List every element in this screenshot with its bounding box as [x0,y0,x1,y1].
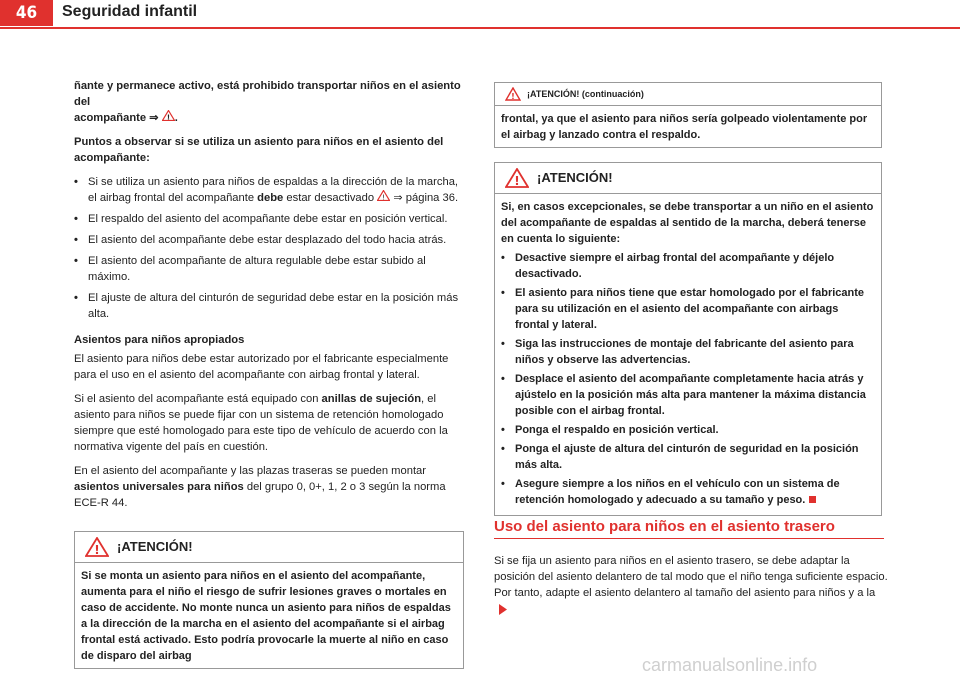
warning-continuation-box [494,82,882,148]
section-rule [494,538,884,539]
warning-box [74,531,464,669]
list-item: • Ponga el ajuste de altura del cinturón de seguridad en la posición más alta. [501,443,859,471]
warning-triangle-icon [505,168,529,188]
list-item: • El asiento del acompañante de altura regulable debe estar subido al máximo. [74,255,426,283]
list-item: • Si se utiliza un asiento para niños de espaldas a la dirección de la marcha, el airbag frontal del acompañante debe estar desactivado ! ⇒ página 36. [74,176,459,204]
list-item: • El respaldo del asiento del acompañante debe estar en posición vertical. [74,213,448,225]
list-item: • El ajuste de altura del cinturón de seguridad debe estar en la posición más alta. [74,292,459,320]
paragraph: El asiento para niños debe estar autorizado por el fabricante especialmente para el uso en el asiento del acompañante con airbag frontal y lateral. [74,353,449,381]
section-paragraph: Si se fija un asiento para niños en el asiento trasero, se debe adaptar la posición del asiento delantero de tal modo que el niño tenga suficiente espacio. Por tanto, adapte el asiento delantero al tamaño del asiento para niños y a la [494,553,889,617]
svg-text:!: ! [166,113,170,121]
seats-heading: Asientos para niños apropiados [74,334,245,346]
warning-text: frontal, ya que el asiento para niños sería golpeado violentamente por el airbag y lanzado contra el respaldo. [501,113,868,141]
warning-title: ¡ATENCIÓN! (continuación) [527,89,644,99]
intro-paragraph: ñante y permanece activo, está prohibido transportar niños en el asiento del acompañante ⇒ ! . [74,80,461,124]
points-heading: Puntos a observar si se utiliza un asiento para niños en el asiento del acompañante: [74,136,444,164]
chapter-title: Seguridad infantil [62,3,198,20]
header-rule [0,27,960,29]
warning-triangle-icon [85,537,109,557]
list-item: • Desplace el asiento del acompañante completamente hacia atrás y ajústelo en la posición más alta para mantener la máxima distancia posible con el airbag frontal. [501,373,866,417]
warning-title: ¡ATENCIÓN! [537,170,613,185]
page-number: 46 [0,0,53,26]
left-column [74,78,464,681]
warning-triangle-icon [377,190,390,201]
warning-header [495,83,881,106]
warning-triangle-icon [505,87,521,101]
warning-intro: Si, en casos excepcionales, se debe transportar a un niño en el asiento del acompañante de espaldas al sentido de la marcha, deberá tenerse en cuenta lo siguiente: [501,201,874,245]
end-of-section-mark [809,496,816,503]
svg-text:!: ! [94,543,100,557]
list-item: • El asiento para niños tiene que estar homologado por el fabricante para su utilización en el asiento del acompañante con airbags frontal y lateral. [501,287,865,331]
warning-box [494,162,882,516]
warning-header [75,532,463,563]
paragraph: Si el asiento del acompañante está equipado con anillas de sujeción, el asiento para niños se puede fijar con un sistema de retención homologado siempre que esté homologado para este tipo de vehículo de acuerdo con la normativa vigente del país en cuestión. [74,393,448,453]
warning-text: Si se monta un asiento para niños en el asiento del acompañante, aumenta para el niño el riesgo de sufrir lesiones graves o mortales en caso de accidente. No monte nunca un asiento para niños de espaldas a la dirección de la marcha en el asiento del acompañante si el airbag frontal está activado. Esto podría provocarle la muerte al niño en caso de disparo del airbag [81,570,451,662]
watermark: carmanualsonline.info [642,655,818,675]
warning-body [495,194,881,515]
page-header [0,0,960,30]
warning-header [495,163,881,194]
list-item: • Siga las instrucciones de montaje del fabricante del asiento para niños y observe las advertencias. [501,338,854,366]
section-title: Uso del asiento para niños en el asiento trasero [494,518,835,535]
list-item: • Ponga el respaldo en posición vertical. [501,424,719,436]
page-reference-link[interactable]: ⇒ página 36. [393,192,459,204]
continue-arrow-icon[interactable] [498,604,508,615]
svg-text:!: ! [511,92,515,101]
list-item: • Asegure siempre a los niños en el vehículo con un sistema de retención homologado y adecuado a su tamaño y peso. [501,478,840,506]
paragraph: En el asiento del acompañante y las plazas traseras se pueden montar asientos universales para niños del grupo 0, 0+, 1, 2 o 3 según la norma ECE-R 44. [74,465,446,509]
right-column [494,82,882,528]
list-item: • Desactive siempre el airbag frontal del acompañante y déjelo desactivado. [501,252,835,280]
warning-title: ¡ATENCIÓN! [117,539,193,554]
list-item: • El asiento del acompañante debe estar desplazado del todo hacia atrás. [74,234,447,246]
warning-triangle-icon [162,110,175,121]
svg-text:!: ! [382,193,386,201]
svg-text:!: ! [514,174,520,188]
